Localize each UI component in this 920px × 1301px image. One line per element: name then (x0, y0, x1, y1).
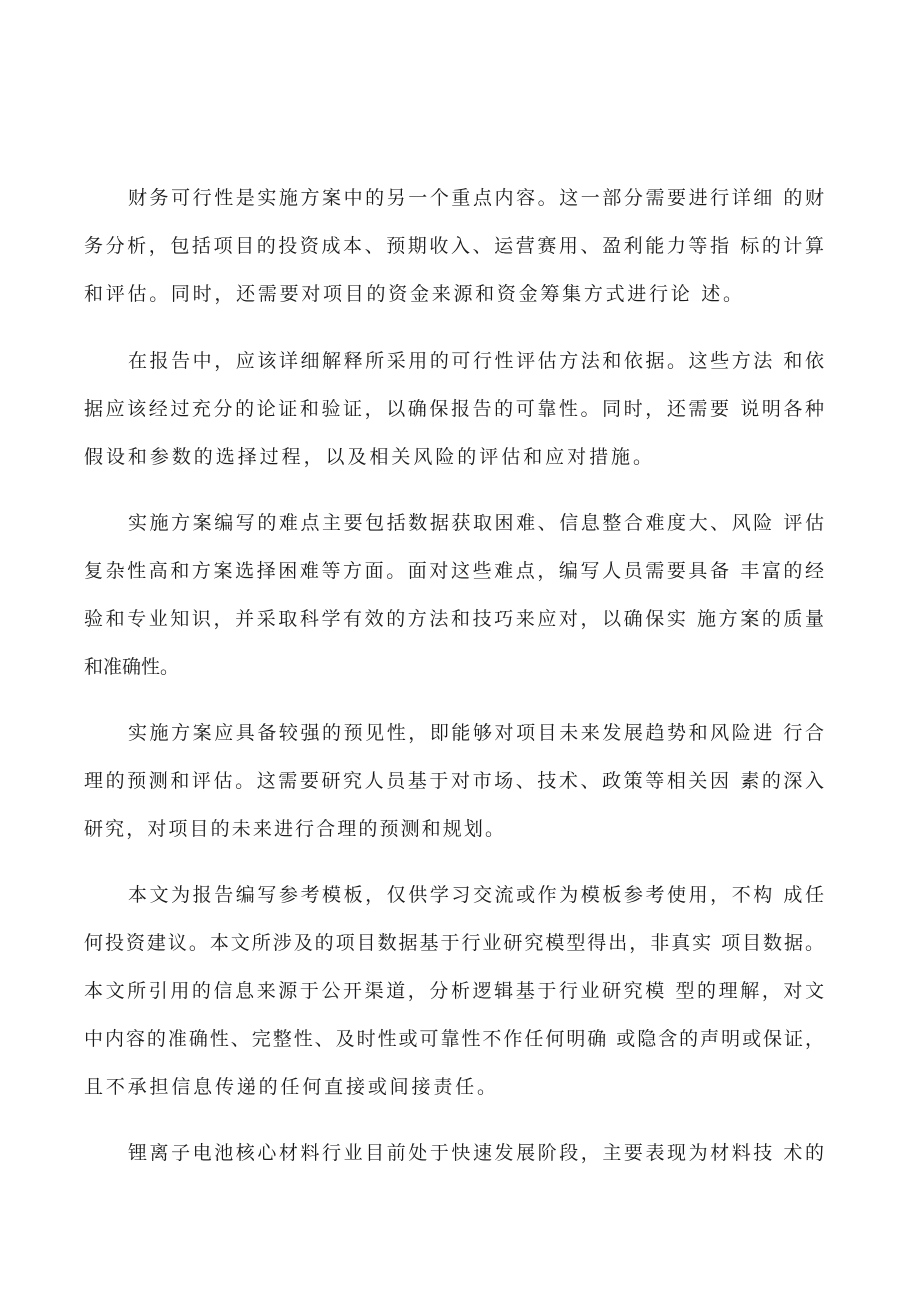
text-line: 本文所引用的信息来源于公开渠道，分析逻辑基于行业研究模 型的理解，对文 (84, 980, 824, 1002)
text-line: 假设和参数的选择过程，以及相关风险的评估和应对措施。 (84, 446, 652, 468)
text-line: 据应该经过充分的论证和验证，以确保报告的可靠性。同时，还需要 说明各种 (84, 398, 824, 420)
text-line: 在报告中，应该详细解释所采用的可行性评估方法和依据。这些方法 和依 (128, 350, 824, 372)
text-line: 实施方案编写的难点主要包括数据获取困难、信息整合难度大、风险 评估 (128, 512, 824, 534)
text-line: 本文为报告编写参考模板，仅供学习交流或作为模板参考使用，不构 成任 (128, 884, 824, 906)
text-line: 中内容的准确性、完整性、及时性或可靠性不作任何明确 或隐含的声明或保证， (84, 1028, 824, 1050)
text-line: 复杂性高和方案选择困难等方面。面对这些难点，编写人员需要具备 丰富的经 (84, 560, 824, 582)
text-line: 何投资建议。本文所涉及的项目数据基于行业研究模型得出，非真实 项目数据。 (84, 932, 824, 954)
text-line: 和评估。同时，还需要对项目的资金来源和资金筹集方式进行论 述。 (84, 283, 742, 305)
text-line: 且不承担信息传递的任何直接或间接责任。 (84, 1076, 496, 1098)
text-line: 财务可行性是实施方案中的另一个重点内容。这一部分需要进行详细 的财 (128, 187, 824, 209)
text-line: 务分析，包括项目的投资成本、预期收入、运营赛用、盈利能力等指 标的计算 (84, 235, 824, 257)
text-line: 和准确性。 (84, 656, 180, 678)
text-line: 验和专业知识，并采取科学有效的方法和技巧来应对，以确保实 施方案的质量 (84, 608, 824, 630)
text-line: 实施方案应具备较强的预见性，即能够对项目未来发展趋势和风险进 行合 (128, 722, 824, 744)
text-line: 理的预测和评估。这需要研究人员基于对市场、技术、政策等相关因 素的深入 (84, 770, 824, 792)
text-line: 锂离子电池核心材料行业目前处于快速发展阶段，主要表现为材料技 术的 (128, 1142, 824, 1164)
text-line: 研究，对项目的未来进行合理的预测和规划。 (84, 818, 504, 840)
